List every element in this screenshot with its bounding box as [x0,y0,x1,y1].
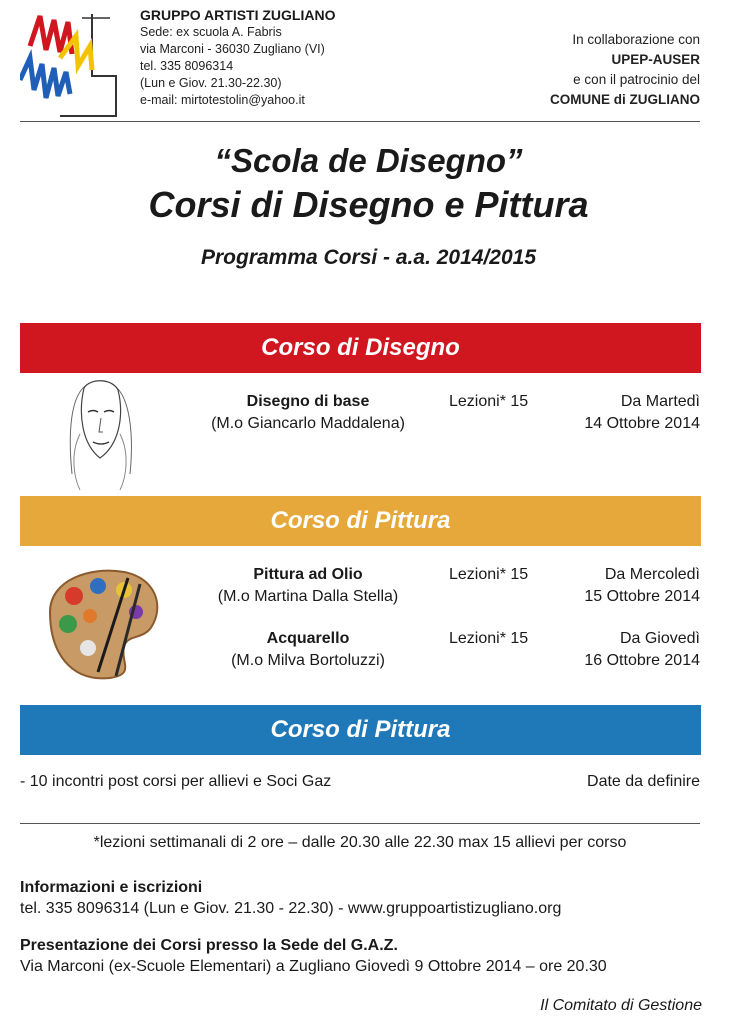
presentation-title: Presentazione dei Corsi presso la Sede del G.A.Z. [20,937,398,954]
course-lessons: Lezioni* 15 [449,566,529,583]
collab-text: In collaborazione con [572,32,700,47]
info-title: Informazioni e iscrizioni [20,879,203,896]
comune-name: COMUNE di ZUGLIANO [550,92,700,107]
course-name: Disegno di base [246,393,370,410]
page-title: Corsi di Disegno e Pittura [148,184,589,225]
info-block [20,877,561,919]
course-day: Da Giovedì [619,630,700,647]
program-title: Programma Corsi - a.a. 2014/2015 [200,246,536,269]
course-date: 14 Ottobre 2014 [584,415,700,432]
presentation-block [20,935,607,977]
course-teacher: (M.o Martina Dalla Stella) [217,588,399,605]
letterhead [0,0,737,124]
divider [20,121,700,122]
divider [20,823,700,824]
course-lessons: Lezioni* 15 [449,393,529,410]
course-disegno-base [178,391,438,435]
org-address [140,7,335,109]
presentation-line: Via Marconi (ex-Scuole Elementari) a Zugliano Giovedì 9 Ottobre 2014 – ore 20.30 [20,958,607,975]
gaz-logo-icon [20,6,120,118]
course-lessons: Lezioni* 15 [449,630,529,647]
post-course-line: - 10 incontri post corsi per allievi e Soci Gaz [20,773,332,790]
course-teacher: (M.o Giancarlo Maddalena) [211,415,405,432]
course-acquarello [178,628,438,672]
course-date: 15 Ottobre 2014 [584,588,700,605]
lessons-note: *lezioni settimanali di 2 ore – dalle 20.30 alle 22.30 max 15 allievi per corso [93,834,627,851]
address-line: via Marconi - 36030 Zugliano (VI) [140,42,325,56]
section-banner-pittura: Corso di Pittura [20,496,701,546]
section-banner-disegno: Corso di Disegno [20,323,701,373]
title-block [0,140,737,272]
collaboration-block [550,30,700,110]
post-course-date: Date da definire [587,773,700,790]
address-line: Sede: ex scuola A. Fabris [140,25,282,39]
course-day: Da Mercoledì [604,566,700,583]
subtitle-quote: “Scola de Disegno” [214,142,523,179]
paint-palette-icon [40,562,164,682]
course-start [560,391,700,435]
course-name: Pittura ad Olio [253,566,363,583]
info-line: tel. 335 8096314 (Lun e Giov. 21.30 - 22.30) - www.gruppoartistizugliano.org [20,900,562,917]
org-name: GRUPPO ARTISTI ZUGLIANO [140,7,336,23]
course-pittura-olio [178,564,438,608]
collab-org: UPEP-AUSER [611,52,700,67]
course-start [560,564,700,608]
face-sketch-icon [60,374,140,492]
phone-line: tel. 335 8096314 [140,59,234,73]
patronage-text: e con il patrocinio del [573,72,700,87]
signature: Il Comitato di Gestione [540,997,702,1014]
email-line: e-mail: mirtotestolin@yahoo.it [140,93,305,107]
section-banner-pittura-post: Corso di Pittura [20,705,701,755]
course-start [560,628,700,672]
course-date: 16 Ottobre 2014 [584,652,700,669]
course-name: Acquarello [266,630,350,647]
hours-line: (Lun e Giov. 21.30-22.30) [140,76,282,90]
course-day: Da Martedì [620,393,700,410]
course-teacher: (M.o Milva Bortoluzzi) [231,652,385,669]
